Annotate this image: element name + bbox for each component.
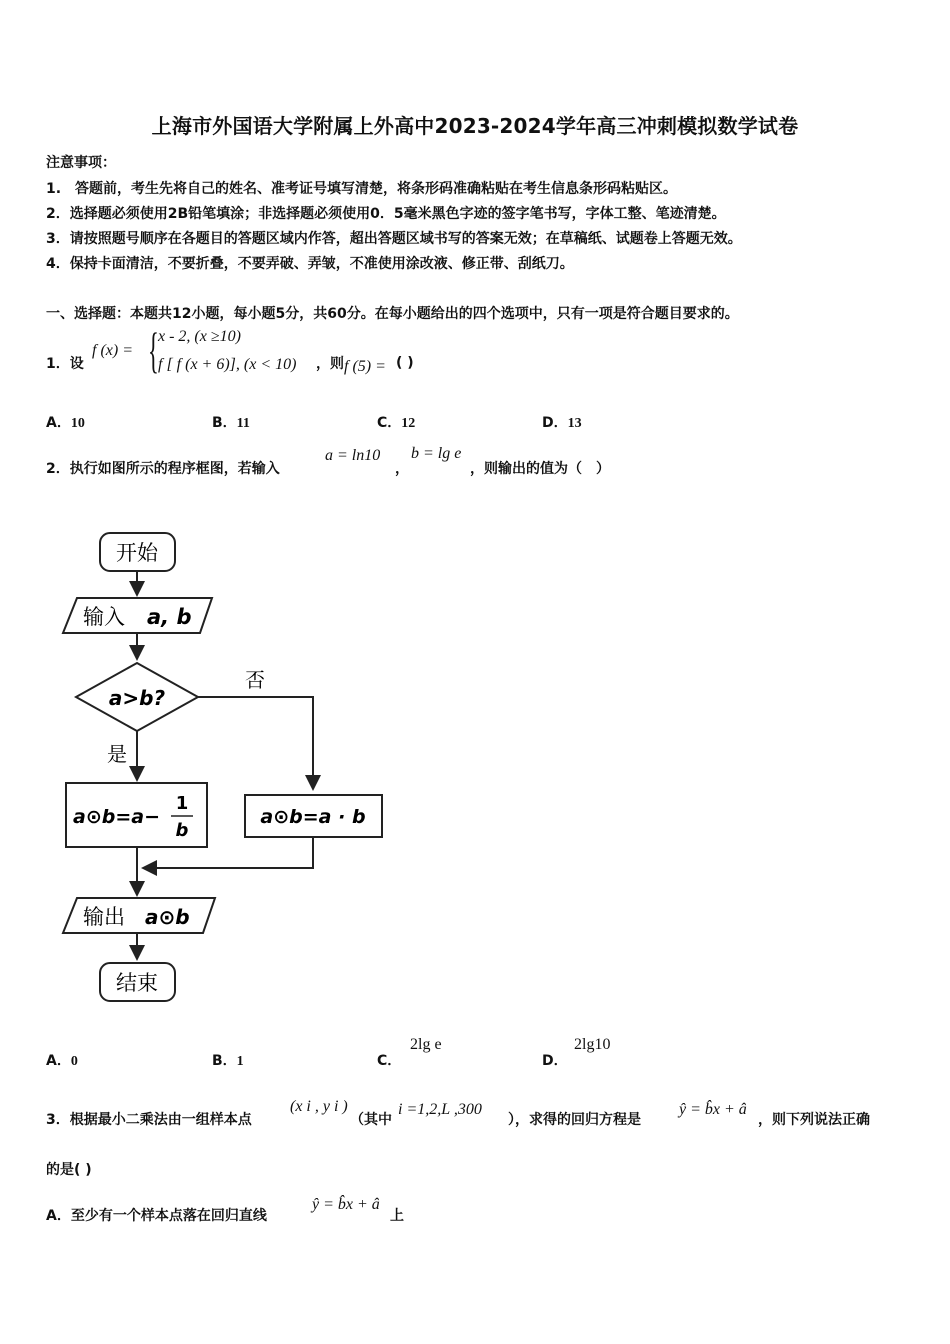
q2-option-b: B．1 xyxy=(212,1053,244,1069)
q1-f5: f (5) = xyxy=(344,358,386,375)
q2-tail: ，则输出的值为（ ） xyxy=(470,461,610,477)
q3-mid2: ），求得的回归方程是 xyxy=(508,1112,641,1128)
flow-yes-expr: a⊙b=a− xyxy=(73,806,161,828)
q2-option-c-value: 2lg e xyxy=(410,1036,442,1053)
program-flowchart xyxy=(55,525,395,1010)
notice-item-3: 3．请按照题号顺序在各题目的答题区域内作答，超出答题区域书写的答案无效；在草稿纸、试题卷上答题无效。 xyxy=(46,231,742,247)
flow-yes-num: 1 xyxy=(175,793,189,814)
flow-yes-label: 是 xyxy=(107,742,127,766)
flow-decision-text: a>b? xyxy=(108,686,166,710)
q2-a-expr: a = ln10 xyxy=(325,447,381,464)
q1-lead: 1．设 xyxy=(46,356,84,372)
q1-case2: f [ f (x + 6)], (x < 10) xyxy=(158,356,297,373)
flow-no-label: 否 xyxy=(245,668,265,692)
q1-fx: f (x) = xyxy=(92,342,133,359)
q1-mid: ，则 xyxy=(316,356,344,372)
q3-points: (x i , y i ) xyxy=(290,1098,348,1115)
flow-input-vars: a, b xyxy=(147,605,192,629)
flow-no-expr: a⊙b=a · b xyxy=(260,806,366,828)
q2-option-d-label: D． xyxy=(542,1053,568,1069)
page-title: 上海市外国语大学附属上外高中2023-2024学年高三冲刺模拟数学试卷 xyxy=(151,114,799,138)
q3-lead: 3．根据最小二乘法由一组样本点 xyxy=(46,1112,252,1128)
q2-comma: ， xyxy=(395,461,409,477)
q2-b-expr: b = lg e xyxy=(411,445,462,462)
q3-mid: （其中 xyxy=(350,1112,392,1128)
q2-option-c-label: C． xyxy=(377,1053,402,1069)
notice-item-1: 1. 答题前，考生先将自己的姓名、准考证号填写清楚，将条形码准确粘贴在考生信息条形码粘贴区。 xyxy=(46,181,678,197)
q1-case1: x - 2, (x ≥10) xyxy=(158,328,241,345)
notice-item-2: 2．选择题必须使用2B铅笔填涂；非选择题必须使用0．5毫米黑色字迹的签字笔书写，字体工整、笔迹清楚。 xyxy=(46,206,726,222)
q3-option-a-tail: 上 xyxy=(390,1208,404,1224)
q2-option-a: A．0 xyxy=(46,1053,78,1069)
q2-lead: 2．执行如图所示的程序框图，若输入 xyxy=(46,461,280,477)
q1-tail: ( ) xyxy=(396,355,414,371)
q1-brace: { xyxy=(148,322,159,378)
flow-output-text: 输出 xyxy=(83,905,125,929)
q1-option-c: C．12 xyxy=(377,415,416,431)
q1-option-a: A．10 xyxy=(46,415,85,431)
q3-option-a: A．至少有一个样本点落在回归直线 xyxy=(46,1208,267,1224)
q3-range: i =1,2,L ,300 xyxy=(398,1101,482,1118)
notice-heading: 注意事项： xyxy=(46,155,116,171)
flow-end-text: 结束 xyxy=(116,971,158,995)
flow-no-line xyxy=(198,697,313,789)
q1-option-b: B．11 xyxy=(212,415,250,431)
q3-equation: ŷ = b̂x + â xyxy=(679,1101,747,1118)
notice-item-4: 4．保持卡面清洁，不要折叠，不要弄破、弄皱，不准使用涂改液、修正带、刮纸刀。 xyxy=(46,256,574,272)
section-heading: 一、选择题：本题共12小题，每小题5分，共60分。在每小题给出的四个选项中，只有一项是符合题目要求的。 xyxy=(46,306,739,322)
q3-tail: ，则下列说法正确 xyxy=(758,1112,870,1128)
q1-option-d: D．13 xyxy=(542,415,582,431)
q2-option-d-value: 2lg10 xyxy=(574,1036,611,1053)
flow-output-expr: a⊙b xyxy=(145,905,190,929)
q3-option-a-eq: ŷ = b̂x + â xyxy=(312,1196,380,1213)
flow-input-text: 输入 xyxy=(83,605,125,629)
flow-yes-den: b xyxy=(175,820,189,841)
flow-start-text: 开始 xyxy=(116,541,158,565)
q3-line2: 的是( ) xyxy=(46,1162,92,1178)
